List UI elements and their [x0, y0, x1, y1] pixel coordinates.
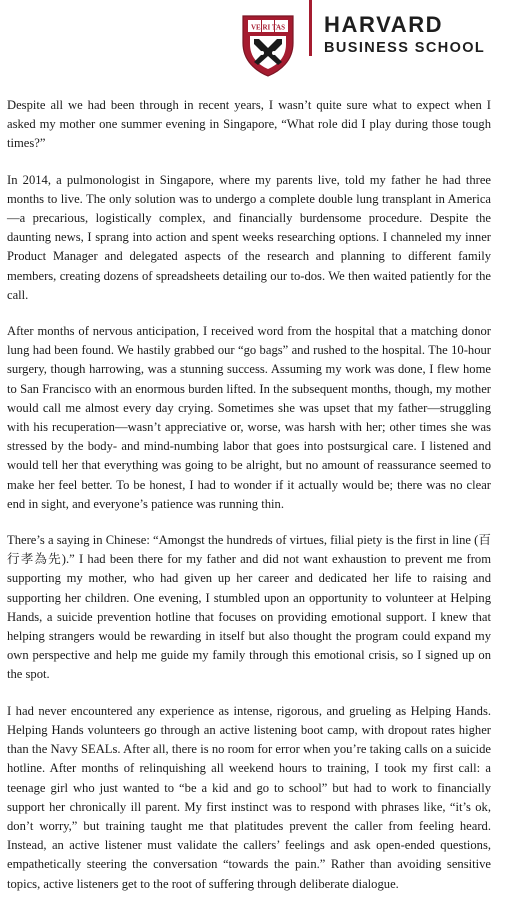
- brand-subtitle: BUSINESS SCHOOL: [324, 40, 486, 56]
- brand-divider-line: [309, 0, 312, 56]
- harvard-shield-logo: [240, 13, 296, 79]
- brand-name: HARVARD: [324, 12, 444, 37]
- essay-paragraph: In 2014, a pulmonologist in Singapore, where my parents live, told my father he had three months to live. The only solution was to undergo a complete double lung transplant in America—a precarious, logistically complex, and financially burdensome procedure. Despite the daunting news, I sprang into action and spent weeks researching options. I channeled my inner Product Manager and delegated aspects of the research and planning to different family members, creating dozens of spreadsheets detailing our to-dos. We then waited patiently for the call.: [7, 172, 491, 302]
- shield-motto-text: VE RI TAS: [251, 23, 285, 32]
- essay-paragraph: I had never encountered any experience as intense, rigorous, and grueling as Helping Hands. Helping Hands volunteers go through an active listening boot camp, with dropout rates higher than the Navy SEALs. After all, there is no room for error when you’re taking calls on a suicide hotline. After months of relinquishing all weekend hours to training, I took my first call: a teenage girl who just wanted to “be a kid and go to school” but had to work to financially support her chronically ill parent. My first instinct was to respond with phrases like, “it’s ok, don’t worry,” but training taught me that platitudes prevent the caller from feeling heard. Instead, an active listener must validate the callers’ feelings and ask open-ended questions, empathetically steering the conversation “towards the pain.” Rather than avoiding sensitive topics, active listeners get to the root of suffering through deliberate dialogue.: [7, 703, 491, 891]
- essay-paragraph: There’s a saying in Chinese: “Amongst the hundreds of virtues, filial piety is the first in line (百行孝為先).” I had been there for my father and did not want exhaustion to prevent me from supporting my mother, who had given up her career and dedicated her life to raising and supporting her children. One evening, I stumbled upon an opportunity to volunteer at Helping Hands, a suicide prevention hotline that focuses on providing emotional support. I knew that helping strangers would be rewarding in itself but also thought the program could expand my own perspective and help me guide my family through this emotional crisis, so I signed up on the spot.: [7, 533, 491, 682]
- essay-paragraph: After months of nervous anticipation, I received word from the hospital that a matching donor lung had been found. We hastily grabbed our “go bags” and rushed to the hospital. The 10-hour surgery, though harrowing, was a stunning success. Assuming my work was done, I flew home to San Francisco with an enormous burden lifted. In the subsequent months, though, my mother would call me almost every day crying. Sometimes she was upset that my father—struggling with his recuperation—wasn’t appreciative or, worse, was harsh with her; other times she was stressed by the body- and mind-numbing labor that goes into postsurgical care. I listened and would tell her that everything was going to be alright, but no amount of reassurance seemed to make her feel better. To be honest, I had to wonder if it actually would be; there was no clear end in sight, and everyone’s patience was running thin.: [7, 324, 491, 511]
- page-header: [0, 0, 506, 82]
- essay-paragraph: Despite all we had been through in recent years, I wasn’t quite sure what to expect when I asked my mother one summer evening in Singapore, “What role did I play during those tough times?”: [7, 98, 491, 151]
- essay-body: [7, 96, 491, 911]
